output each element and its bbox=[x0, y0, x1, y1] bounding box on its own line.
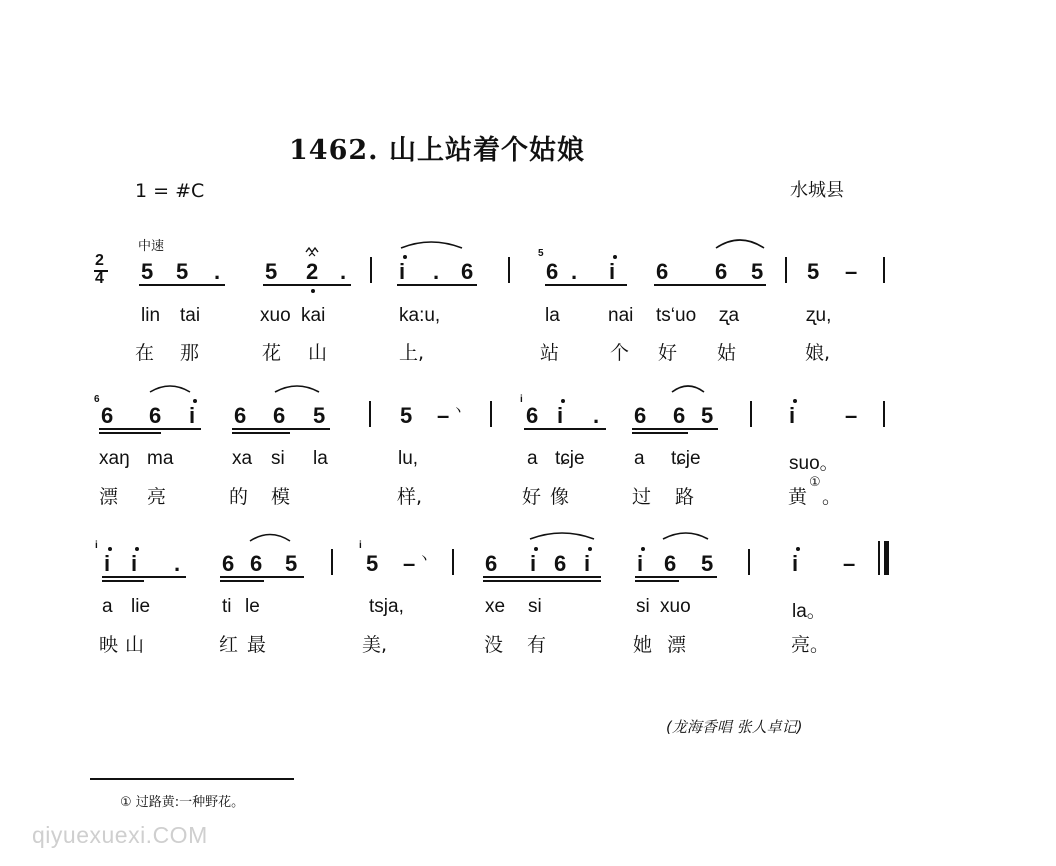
grace-note: i bbox=[95, 540, 98, 551]
lyric-pinyin: xuo bbox=[260, 305, 291, 326]
note: 6 bbox=[554, 551, 567, 576]
trill-icon bbox=[306, 248, 318, 252]
dash: – bbox=[843, 551, 856, 576]
lyric-hanzi: 上, bbox=[399, 342, 425, 364]
lyric-pinyin: xaŋ bbox=[99, 448, 130, 469]
note: 6 bbox=[634, 403, 647, 428]
lyric-pinyin: tɕje bbox=[671, 448, 701, 469]
lyric-hanzi: 娘, bbox=[805, 342, 831, 364]
slur bbox=[663, 533, 708, 539]
lyric-hanzi: 黄 bbox=[788, 486, 808, 508]
lyric-hanzi: 有 bbox=[527, 634, 547, 656]
lyric-pinyin: lie bbox=[131, 596, 151, 617]
note: 5 bbox=[400, 403, 413, 428]
trill-icon bbox=[309, 253, 315, 256]
lyric-hanzi: 漂 bbox=[667, 634, 687, 656]
lyric-pinyin: ka:u, bbox=[399, 305, 441, 326]
note: 5 bbox=[807, 259, 820, 284]
lyric-hanzi: 样, bbox=[397, 486, 423, 508]
lyric-pinyin: le bbox=[245, 596, 260, 617]
note: 6 bbox=[673, 403, 686, 428]
lyric-hanzi: 站 bbox=[540, 342, 560, 364]
lyric-hanzi: 的 bbox=[229, 486, 249, 508]
lyric-hanzi: 过 bbox=[632, 486, 652, 508]
note: i bbox=[637, 551, 644, 576]
note: 5 bbox=[701, 403, 714, 428]
lyric-pinyin: ma bbox=[147, 448, 174, 469]
slur bbox=[150, 386, 190, 392]
lyric-hanzi: 像 bbox=[550, 486, 570, 508]
note: 5 bbox=[285, 551, 298, 576]
time-signature-top: 2 bbox=[95, 252, 104, 269]
lyric-pinyin: si bbox=[636, 596, 650, 617]
lyric-pinyin: tai bbox=[180, 305, 201, 326]
dot-note: . bbox=[174, 551, 181, 576]
lyric-pinyin: xuo bbox=[660, 596, 691, 617]
key-signature: 1 = #C bbox=[135, 180, 205, 202]
note: 6 bbox=[664, 551, 677, 576]
lyric-hanzi: 个 bbox=[610, 342, 630, 364]
note: 6 bbox=[656, 259, 669, 284]
lyric-hanzi: 亮 bbox=[147, 486, 167, 508]
slur bbox=[250, 535, 290, 542]
note: 6 bbox=[250, 551, 263, 576]
dot-note: . bbox=[593, 403, 600, 428]
note: 5 bbox=[701, 551, 714, 576]
note: 5 bbox=[751, 259, 764, 284]
dot-note: . bbox=[571, 259, 578, 284]
lyric-pinyin: nai bbox=[608, 305, 634, 326]
note: 6 bbox=[526, 403, 539, 428]
lyric-pinyin: a bbox=[102, 596, 113, 617]
lyric-hanzi: 好 bbox=[658, 342, 678, 364]
lyric-pinyin: si bbox=[528, 596, 542, 617]
watermark: qiyuexuexi.COM bbox=[32, 822, 208, 848]
footnote: ① 过路黄:一种野花。 bbox=[120, 795, 245, 810]
lyric-pinyin: a bbox=[527, 448, 538, 469]
region-label: 水城县 bbox=[790, 180, 844, 201]
note: i bbox=[792, 551, 799, 576]
note: 6 bbox=[234, 403, 247, 428]
lyric-pinyin: suo。 bbox=[789, 453, 839, 474]
note: 5 bbox=[366, 551, 379, 576]
grace-note: i bbox=[520, 394, 523, 405]
slur bbox=[716, 240, 764, 248]
lyric-pinyin: tsja, bbox=[369, 596, 404, 617]
lyric-pinyin: ts‘uo bbox=[656, 305, 697, 326]
note: i bbox=[189, 403, 196, 428]
lyric-hanzi: 模 bbox=[271, 486, 291, 508]
note: i bbox=[789, 403, 796, 428]
note: i bbox=[584, 551, 591, 576]
note: 6 bbox=[101, 403, 114, 428]
dash: – bbox=[403, 551, 416, 576]
note: i bbox=[399, 259, 406, 284]
lyric-pinyin: lin bbox=[141, 305, 161, 326]
note: 5 bbox=[141, 259, 154, 284]
grace-note: 5 bbox=[538, 248, 544, 259]
dot-note: . bbox=[340, 259, 347, 284]
note: 6 bbox=[715, 259, 728, 284]
footnote-rule bbox=[90, 778, 294, 780]
note: 6 bbox=[222, 551, 235, 576]
lyric-hanzi: 好 bbox=[522, 486, 542, 508]
note: 6 bbox=[273, 403, 286, 428]
lyric-hanzi: 映 bbox=[99, 634, 119, 656]
grace-note: 6 bbox=[94, 394, 100, 405]
breath-mark: ヽ bbox=[417, 551, 431, 567]
slur bbox=[275, 386, 319, 392]
breath-mark: ヽ bbox=[451, 403, 465, 419]
note: 2 bbox=[306, 259, 319, 284]
lyric-hanzi: 最 bbox=[247, 634, 267, 656]
lyric-pinyin: si bbox=[271, 448, 285, 469]
slur bbox=[530, 533, 594, 539]
note: i bbox=[104, 551, 111, 576]
lyric-pinyin: a bbox=[634, 448, 645, 469]
note: 6 bbox=[546, 259, 559, 284]
lyric-hanzi: 路 bbox=[675, 486, 695, 508]
lyric-pinyin: ʐu, bbox=[806, 305, 832, 326]
note: i bbox=[530, 551, 537, 576]
lyric-hanzi: 姑 bbox=[717, 342, 737, 364]
note: 5 bbox=[313, 403, 326, 428]
lyric-hanzi: 。 bbox=[822, 486, 842, 508]
credit-line: (龙海香唱 张人卓记) bbox=[666, 718, 803, 736]
note: 6 bbox=[461, 259, 474, 284]
dash: – bbox=[437, 403, 450, 428]
note: i bbox=[131, 551, 138, 576]
lyric-pinyin: la bbox=[545, 305, 560, 326]
lyric-pinyin: la。 bbox=[792, 601, 826, 622]
time-signature-bottom: 4 bbox=[95, 270, 104, 287]
footnote-marker: ① bbox=[809, 475, 821, 490]
lyric-hanzi: 她 bbox=[633, 634, 653, 656]
lyric-hanzi: 花 bbox=[262, 342, 282, 364]
lyric-hanzi: 山 bbox=[308, 342, 328, 364]
lyric-hanzi: 在 bbox=[135, 342, 155, 364]
lyric-pinyin: xa bbox=[232, 448, 253, 469]
lyric-pinyin: tɕje bbox=[555, 448, 585, 469]
dash: – bbox=[845, 259, 858, 284]
lyric-hanzi: 漂 bbox=[99, 486, 119, 508]
tempo-marking: 中速 bbox=[138, 239, 165, 254]
lyric-hanzi: 没 bbox=[484, 634, 504, 656]
lyric-pinyin: ti bbox=[222, 596, 232, 617]
lyric-hanzi: 红 bbox=[219, 634, 239, 656]
slur bbox=[401, 242, 462, 248]
lyric-hanzi: 亮。 bbox=[791, 634, 830, 656]
slur bbox=[672, 386, 704, 392]
grace-note: i bbox=[359, 540, 362, 551]
note: 5 bbox=[176, 259, 189, 284]
note: 6 bbox=[485, 551, 498, 576]
lyric-pinyin: xe bbox=[485, 596, 506, 617]
lyric-hanzi: 山 bbox=[125, 634, 145, 656]
lyric-pinyin: lu, bbox=[398, 448, 419, 469]
song-title: 1462. 山上站着个姑娘 bbox=[289, 135, 585, 166]
note: i bbox=[609, 259, 616, 284]
dot-note: . bbox=[433, 259, 440, 284]
lyric-hanzi: 美, bbox=[362, 634, 388, 656]
dot-note: . bbox=[214, 259, 221, 284]
lyric-pinyin: la bbox=[313, 448, 328, 469]
note: 5 bbox=[265, 259, 278, 284]
lyric-pinyin: kai bbox=[301, 305, 326, 326]
lyric-hanzi: 那 bbox=[180, 342, 200, 364]
note: i bbox=[557, 403, 564, 428]
lyric-pinyin: ʐa bbox=[719, 305, 740, 326]
dash: – bbox=[845, 403, 858, 428]
note: 6 bbox=[149, 403, 162, 428]
